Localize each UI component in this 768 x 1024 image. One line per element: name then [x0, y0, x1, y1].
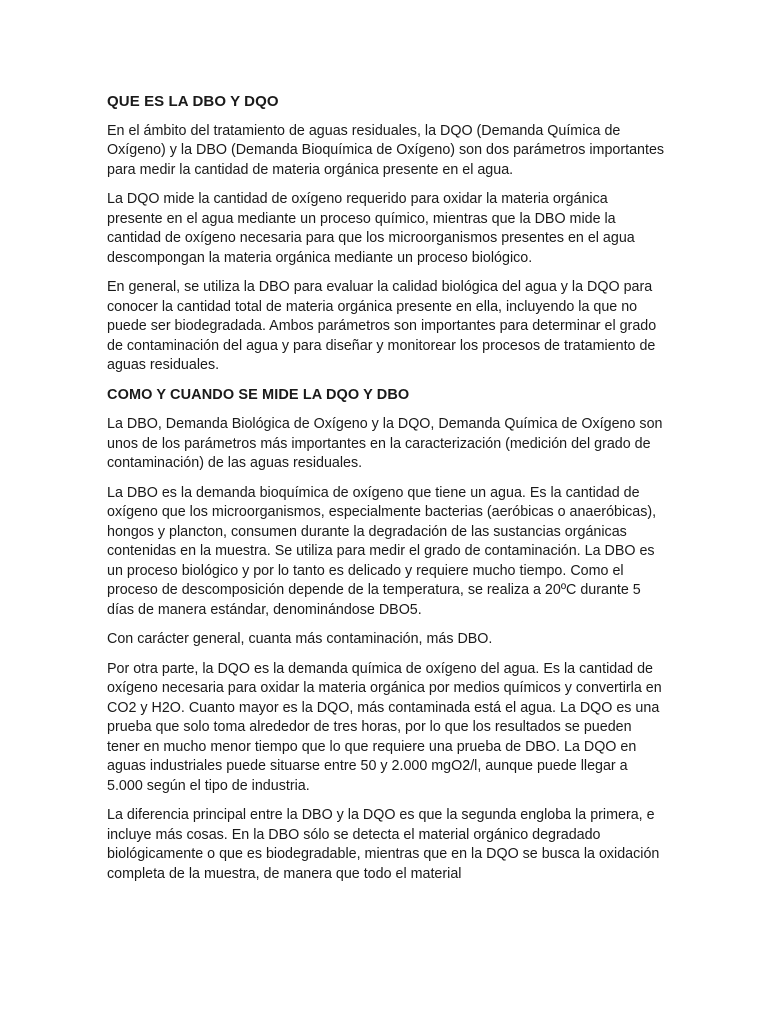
section-heading-dbo-dqo: QUE ES LA DBO Y DQO — [107, 93, 279, 110]
paragraph: La DBO es la demanda bioquímica de oxígeno que tiene un agua. Es la cantidad de oxígeno que los microorganismos, especialmente bacterias (aeróbicas o anaeróbicas), hongos y plancton, consumen durante la degradación de las sustancias orgánicas contenidas en la muestra. Se utiliza para medir el grado de contaminación. La DBO es un proceso biológico y por lo tanto es delicado y requiere mucho tiempo. Como el proceso de descomposición depende de la temperatura, se realiza a 20ºC durante 5 días de manera estándar, denominándose DBO5. — [107, 484, 657, 618]
paragraph: Con carácter general, cuanta más contaminación, más DBO. — [107, 631, 493, 647]
paragraph: En general, se utiliza la DBO para evaluar la calidad biológica del agua y la DQO para conocer la cantidad total de materia orgánica presente en ella, incluyendo la que no puede ser biodegradada. Ambos parámetros son importantes para determinar el grado de contaminación del agua y para diseñar y monitorear los procesos de tratamiento de aguas residuales. — [107, 279, 657, 373]
paragraph: La DQO mide la cantidad de oxígeno requerido para oxidar la materia orgánica presente en el agua mediante un proceso químico, mientras que la DBO mide la cantidad de oxígeno necesaria para que los microorganismos presentes en el agua descompongan la materia orgánica mediante un proceso biológico. — [107, 191, 635, 266]
document-page — [107, 92, 667, 894]
paragraph: Por otra parte, la DQO es la demanda química de oxígeno del agua. Es la cantidad de oxígeno necesaria para oxidar la materia orgánica por medios químicos y convertirla en CO2 y H2O. Cuanto mayor es la DQO, más contaminada está el agua. La DQO es una prueba que solo toma alrededor de tres horas, por lo que los resultados se pueden tener en mucho menor tiempo que lo que requiere una prueba de DBO. La DQO en aguas industriales puede situarse entre 50 y 2.000 mgO2/l, aunque puede llegar a 5.000 según el tipo de industria. — [107, 660, 662, 794]
paragraph: La DBO, Demanda Biológica de Oxígeno y la DQO, Demanda Química de Oxígeno son unos de los parámetros más importantes en la caracterización (medición del grado de contaminación) de las aguas residuales. — [107, 416, 663, 471]
paragraph: En el ámbito del tratamiento de aguas residuales, la DQO (Demanda Química de Oxígeno) y la DBO (Demanda Bioquímica de Oxígeno) son dos parámetros importantes para medir la cantidad de materia orgánica presente en el agua. — [107, 122, 665, 178]
section-heading-como-cuando: COMO Y CUANDO SE MIDE LA DQO Y DBO — [107, 386, 410, 403]
paragraph: La diferencia principal entre la DBO y la DQO es que la segunda engloba la primera, e incluye más cosas. En la DBO sólo se detecta el material orgánico degradado biológicamente o que es biodegradable, mientras que en la DQO se busca la oxidación completa de la muestra, de manera que todo el material — [107, 807, 660, 882]
